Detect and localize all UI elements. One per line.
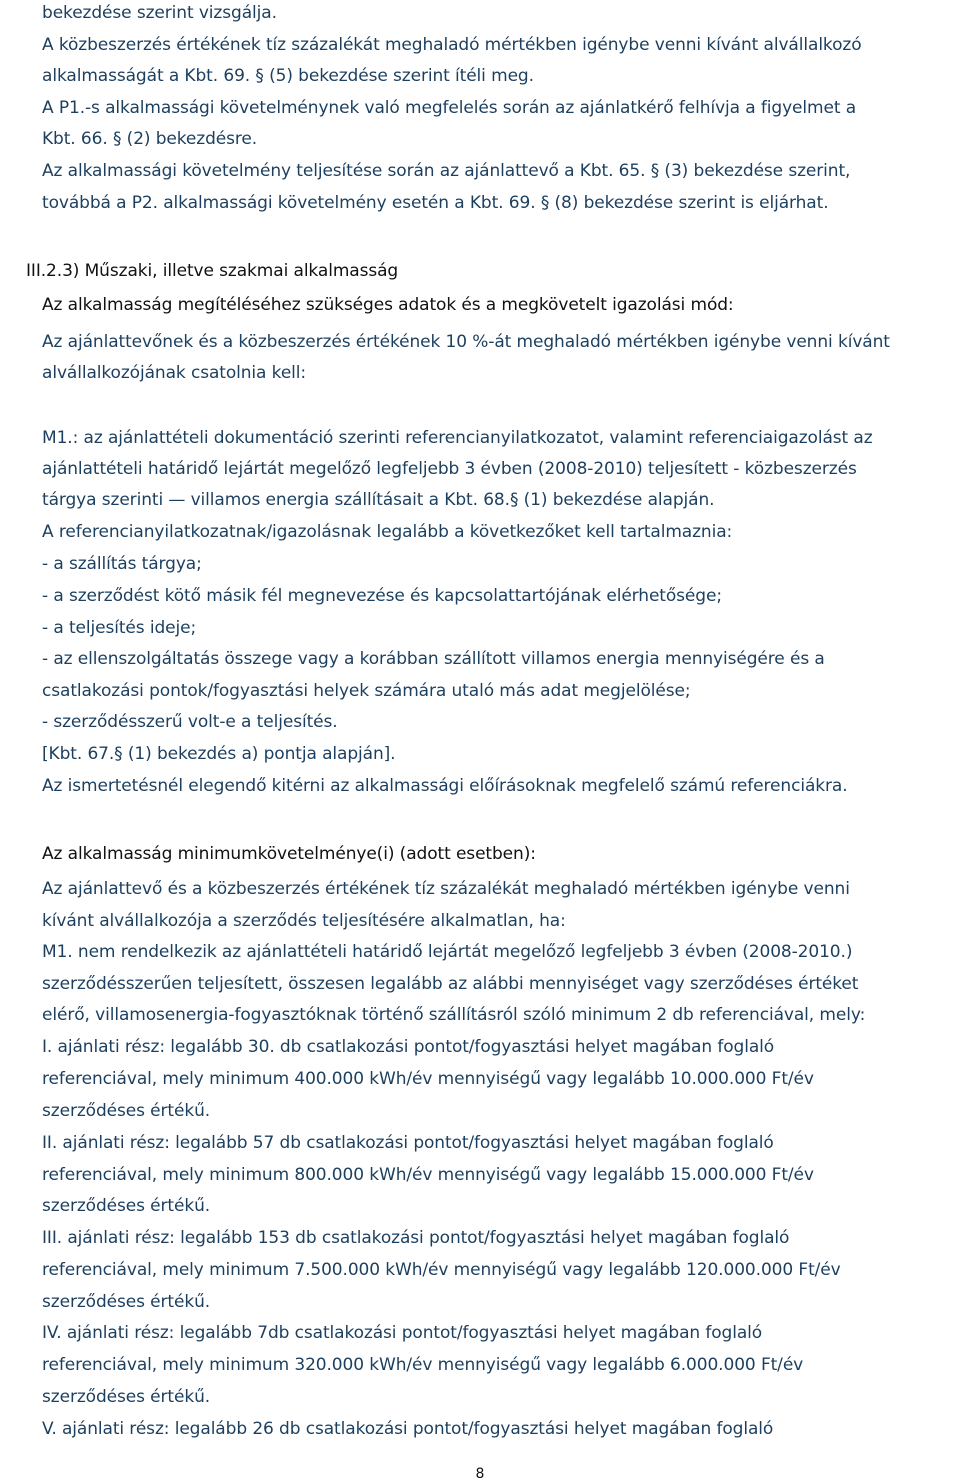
min-line: III. ajánlati rész: legalább 153 db csatlakozási pontot/fogyasztási helyet magában foglaló (42, 1228, 790, 1248)
intro-line: Az alkalmassági követelmény teljesítése során az ajánlattevő a Kbt. 65. § (3) bekezdése szerint, (42, 161, 851, 181)
page-number: 8 (475, 1466, 485, 1482)
min-line: szerződéses értékű. (42, 1101, 211, 1121)
min-line: referenciával, mely minimum 7.500.000 kWh/év mennyiségű vagy legalább 120.000.000 Ft/év (42, 1260, 841, 1280)
min-line: referenciával, mely minimum 800.000 kWh/év mennyiségű vagy legalább 15.000.000 Ft/év (42, 1165, 814, 1185)
intro-line: alkalmasságát a Kbt. 69. § (5) bekezdése szerint ítéli meg. (42, 66, 534, 86)
min-line: M1. nem rendelkezik az ajánlattételi határidő lejártát megelőző legfeljebb 3 évben (2008-2010.) (42, 942, 853, 962)
min-line: II. ajánlati rész: legalább 57 db csatlakozási pontot/fogyasztási helyet magában foglaló (42, 1133, 774, 1153)
min-line: szerződésszerűen teljesített, összesen legalább az alábbi mennyiséget vagy szerződéses értéket (42, 974, 859, 994)
min-line: szerződéses értékű. (42, 1196, 211, 1216)
m1-line: csatlakozási pontok/fogyasztási helyek számára utaló más adat megjelölése; (42, 681, 691, 701)
min-line: Az ajánlattevő és a közbeszerzés értékének tíz százalékát meghaladó mértékben igénybe venni (42, 879, 850, 899)
min-line: kívánt alvállalkozója a szerződés teljesítésére alkalmatlan, ha: (42, 911, 566, 931)
min-line: szerződéses értékű. (42, 1387, 211, 1407)
min-line: szerződéses értékű. (42, 1292, 211, 1312)
m1-line: - az ellenszolgáltatás összege vagy a korábban szállított villamos energia mennyiségére és a (42, 649, 825, 669)
m1-line: [Kbt. 67.§ (1) bekezdés a) pontja alapján]. (42, 744, 396, 764)
min-line: referenciával, mely minimum 320.000 kWh/év mennyiségű vagy legalább 6.000.000 Ft/év (42, 1355, 804, 1375)
m1-line: A referencianyilatkozatnak/igazolásnak legalább a következőket kell tartalmaznia: (42, 522, 733, 542)
paragraph-line: alvállalkozójának csatolnia kell: (42, 363, 307, 383)
intro-line: A P1.-s alkalmassági követelménynek való megfelelés során az ajánlatkérő felhívja a figyelmet a (42, 98, 857, 118)
m1-line: ajánlattételi határidő lejártát megelőző legfeljebb 3 évben (2008-2010) teljesített - közbeszerzés (42, 459, 857, 479)
intro-line: bekezdése szerint vizsgálja. (42, 3, 277, 23)
m1-line: tárgya szerinti — villamos energia szállításait a Kbt. 68.§ (1) bekezdése alapján. (42, 490, 715, 510)
m1-line: - a szállítás tárgya; (42, 554, 202, 574)
min-heading: Az alkalmasság minimumkövetelménye(i) (adott esetben): (42, 844, 536, 864)
min-line: I. ajánlati rész: legalább 30. db csatlakozási pontot/fogyasztási helyet magában foglaló (42, 1037, 775, 1057)
m1-line: - a szerződést kötő másik fél megnevezése és kapcsolattartójának elérhetősége; (42, 586, 722, 606)
m1-line: - szerződésszerű volt-e a teljesítés. (42, 712, 338, 732)
section-heading: III.2.3) Műszaki, illetve szakmai alkalmasság (26, 261, 399, 281)
intro-line: A közbeszerzés értékének tíz százalékát meghaladó mértékben igénybe venni kívánt alvállalkozó (42, 35, 862, 55)
min-line: V. ajánlati rész: legalább 26 db csatlakozási pontot/fogyasztási helyet magában foglaló (42, 1419, 774, 1439)
intro-line: továbbá a P2. alkalmassági követelmény esetén a Kbt. 69. § (8) bekezdése szerint is eljárhat. (42, 193, 829, 213)
m1-line: - a teljesítés ideje; (42, 618, 197, 638)
min-line: elérő, villamosenergia-fogyasztóknak történő szállításról szóló minimum 2 db referenciával, mely: (42, 1005, 866, 1025)
m1-line: Az ismertetésnél elegendő kitérni az alkalmassági előírásoknak megfelelő számú referenciákra. (42, 776, 848, 796)
paragraph-line: Az ajánlattevőnek és a közbeszerzés értékének 10 %-át meghaladó mértékben igénybe venni kívánt (42, 332, 890, 352)
min-line: referenciával, mely minimum 400.000 kWh/év mennyiségű vagy legalább 10.000.000 Ft/év (42, 1069, 814, 1089)
m1-line: M1.: az ajánlattételi dokumentáció szerinti referencianyilatkozatot, valamint referenciaigazolást az (42, 428, 873, 448)
min-line: IV. ajánlati rész: legalább 7db csatlakozási pontot/fogyasztási helyet magában foglaló (42, 1323, 763, 1343)
section-subheading: Az alkalmasság megítéléséhez szükséges adatok és a megkövetelt igazolási mód: (42, 295, 734, 315)
intro-line: Kbt. 66. § (2) bekezdésre. (42, 129, 258, 149)
